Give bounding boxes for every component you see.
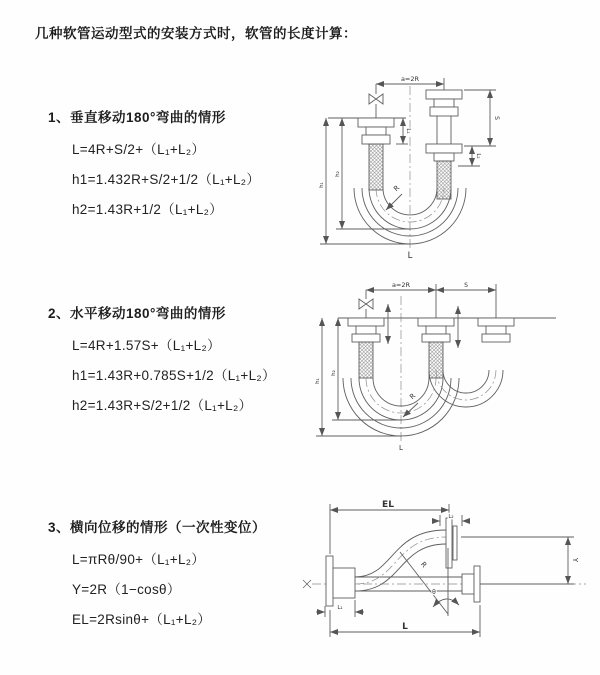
formula-line: h1=1.432R+S/2+1/2（L₁+L₂） — [72, 172, 261, 187]
dimension-l — [330, 605, 480, 637]
length-label: L — [407, 251, 413, 261]
dim-label-h1: h₁ — [315, 378, 321, 384]
right-braided-hose — [437, 161, 451, 199]
formula-line: L=4R+S/2+（L₁+L₂） — [72, 142, 206, 157]
page-title: 几种软管运动型式的安装方式时，软管的长度计算： — [35, 26, 357, 41]
dim-label-s: S — [493, 116, 500, 120]
left-flange — [358, 118, 394, 144]
radius-label: R — [408, 391, 418, 402]
dim-label-l1: L₁ — [337, 605, 343, 611]
valve-icon — [359, 290, 373, 318]
dim-label-y: Y — [571, 557, 579, 563]
valve-icon — [369, 84, 383, 118]
horizontal-180-bend-diagram — [308, 278, 600, 456]
radius-label: R — [392, 183, 402, 194]
left-braided-hose — [369, 144, 383, 190]
right-flange — [478, 318, 514, 342]
dimension-el — [330, 504, 449, 554]
left-braided-hose — [359, 342, 373, 378]
dim-label-l2: L₂ — [448, 514, 454, 520]
dim-label-l2: L₂ — [475, 153, 481, 159]
dim-label-h2: h₂ — [331, 370, 337, 376]
formula-line: L=πRθ/90+（L₁+L₂） — [72, 552, 206, 567]
centerline-mark — [303, 580, 311, 588]
angle-label: θ — [432, 589, 436, 596]
dimension-s — [436, 284, 496, 318]
left-flange — [326, 556, 355, 606]
formula-line: Y=2R（1−cosθ） — [72, 582, 181, 597]
formula-line: h1=1.43R+0.785S+1/2（L₁+L₂） — [72, 368, 276, 383]
formula-line: h2=1.43R+S/2+1/2（L₁+L₂） — [72, 398, 253, 413]
formula-line: EL=2Rsinθ+（L₁+L₂） — [72, 612, 212, 627]
middle-flange — [418, 318, 454, 342]
dim-label-el: EL — [382, 500, 394, 510]
dim-label-a2r: a=2R — [400, 75, 420, 83]
formula-line: h2=1.43R+1/2（L₁+L₂） — [72, 202, 223, 217]
dim-label-l1: L₁ — [405, 128, 411, 134]
dim-label-h2: h₂ — [335, 171, 341, 177]
s-curve-hose — [355, 530, 446, 591]
formula-line: L=4R+1.57S+（L₁+L₂） — [72, 338, 221, 353]
dim-label-a2r: a=2R — [391, 281, 411, 289]
length-label: L — [402, 622, 408, 632]
vertical-180-bend-diagram — [308, 70, 600, 262]
left-flange — [348, 318, 384, 342]
right-pipe — [426, 90, 462, 161]
dim-label-h1: h₁ — [319, 182, 325, 188]
section-1-heading: 1、垂直移动180°弯曲的情形 — [48, 110, 226, 125]
radius-leader — [386, 194, 402, 210]
radius-label: R — [418, 560, 429, 570]
length-label: L — [399, 444, 403, 452]
section-3-heading: 3、横向位移的情形（一次性变位） — [48, 520, 267, 535]
section-2-heading: 2、水平移动180°弯曲的情形 — [48, 306, 226, 321]
dim-label-s: S — [464, 282, 468, 289]
lateral-displacement-diagram — [296, 498, 600, 648]
